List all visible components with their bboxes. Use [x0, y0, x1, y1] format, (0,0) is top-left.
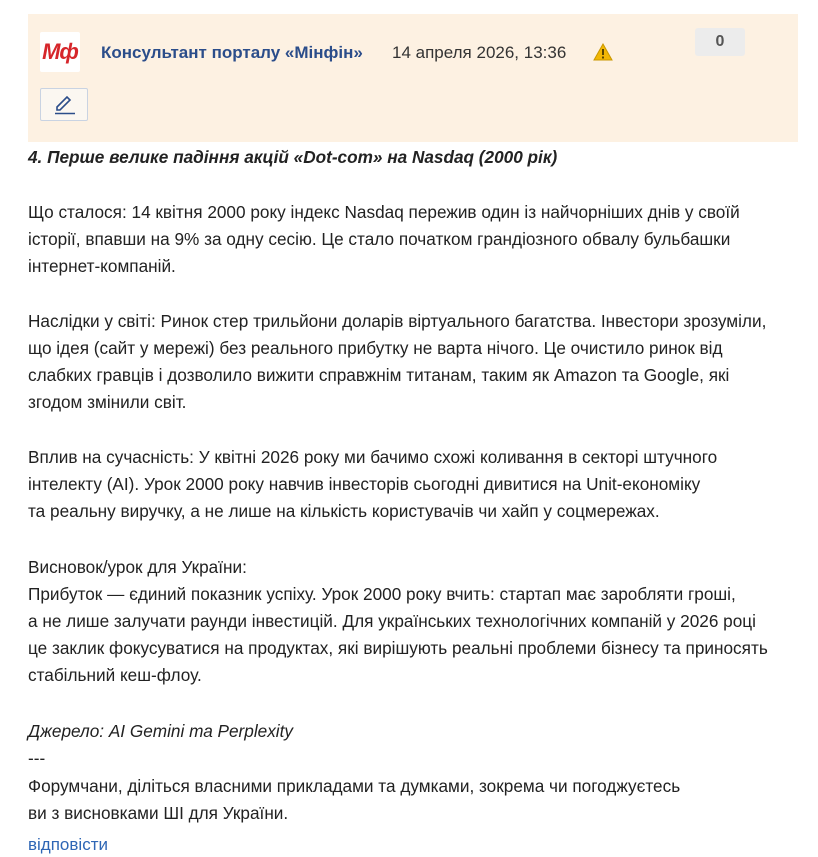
post-title: 4. Перше велике падіння акцій «Dot-com» на Nasdaq (2000 рік) [28, 147, 558, 167]
warning-triangle-icon[interactable] [593, 42, 613, 62]
separator: --- [28, 748, 46, 768]
paragraph-line: інтелекту (AI). Урок 2000 року навчив інвесторів сьогодні дивитися на Unit-економіку [28, 474, 701, 494]
paragraph-line: ви з висновками ШІ для України. [28, 803, 289, 823]
reply-link[interactable]: відповісти [28, 835, 108, 854]
paragraph-line: Форумчани, діліться власними прикладами та думками, зокрема чи погоджуєтесь [28, 776, 681, 796]
pencil-icon [53, 95, 77, 115]
paragraph-line: інтернет-компаній. [28, 256, 176, 276]
rating-counter[interactable]: 0 [695, 28, 745, 56]
paragraph-line: згодом змінили світ. [28, 392, 187, 412]
author-name[interactable]: Консультант порталу «Мінфін» [101, 43, 363, 62]
paragraph-line: це заклик фокусуватися на продуктах, які вирішують реальні проблеми бізнесу та приносять [28, 638, 768, 658]
paragraph-line: слабких гравців і дозволило вижити справжнім титанам, таким як Amazon та Google, які [28, 365, 730, 385]
paragraph-line: історії, впавши на 9% за одну сесію. Це стало початком грандіозного обвалу бульбашки [28, 229, 731, 249]
paragraph-line: що ідея (сайт у мережі) без реального прибутку не варта нічого. Це очистило ринок від [28, 338, 723, 358]
paragraph-line: Що сталося: 14 квітня 2000 року індекс Nasdaq пережив один із найчорніших днів у своїй [28, 202, 740, 222]
paragraph-line: Вплив на сучасність: У квітні 2026 року ми бачимо схожі коливання в секторі штучного [28, 447, 718, 467]
paragraph-line: а не лише залучати раунди інвестицій. Для українських технологічних компаній у 2026 році [28, 611, 756, 631]
paragraph-line: Прибуток — єдиний показник успіху. Урок 2000 року вчить: стартап має заробляти гроші, [28, 584, 736, 604]
paragraph-line: та реальну виручку, а не лише на кількість користувачів чи хайп у соцмережах. [28, 501, 660, 521]
post-date: 14 апреля 2026, 13:36 [392, 43, 567, 62]
post-header [28, 14, 798, 142]
paragraph-line: Наслідки у світі: Ринок стер трильйони доларів віртуального багатства. Інвестори зрозуміли, [28, 311, 767, 331]
edit-button[interactable] [40, 88, 88, 121]
minfin-logo[interactable]: Мф [40, 32, 80, 72]
paragraph-line: стабільний кеш-флоу. [28, 665, 202, 685]
source-note: Джерело: AI Gemini та Perplexity [28, 721, 293, 741]
paragraph-line: Висновок/урок для України: [28, 557, 247, 577]
